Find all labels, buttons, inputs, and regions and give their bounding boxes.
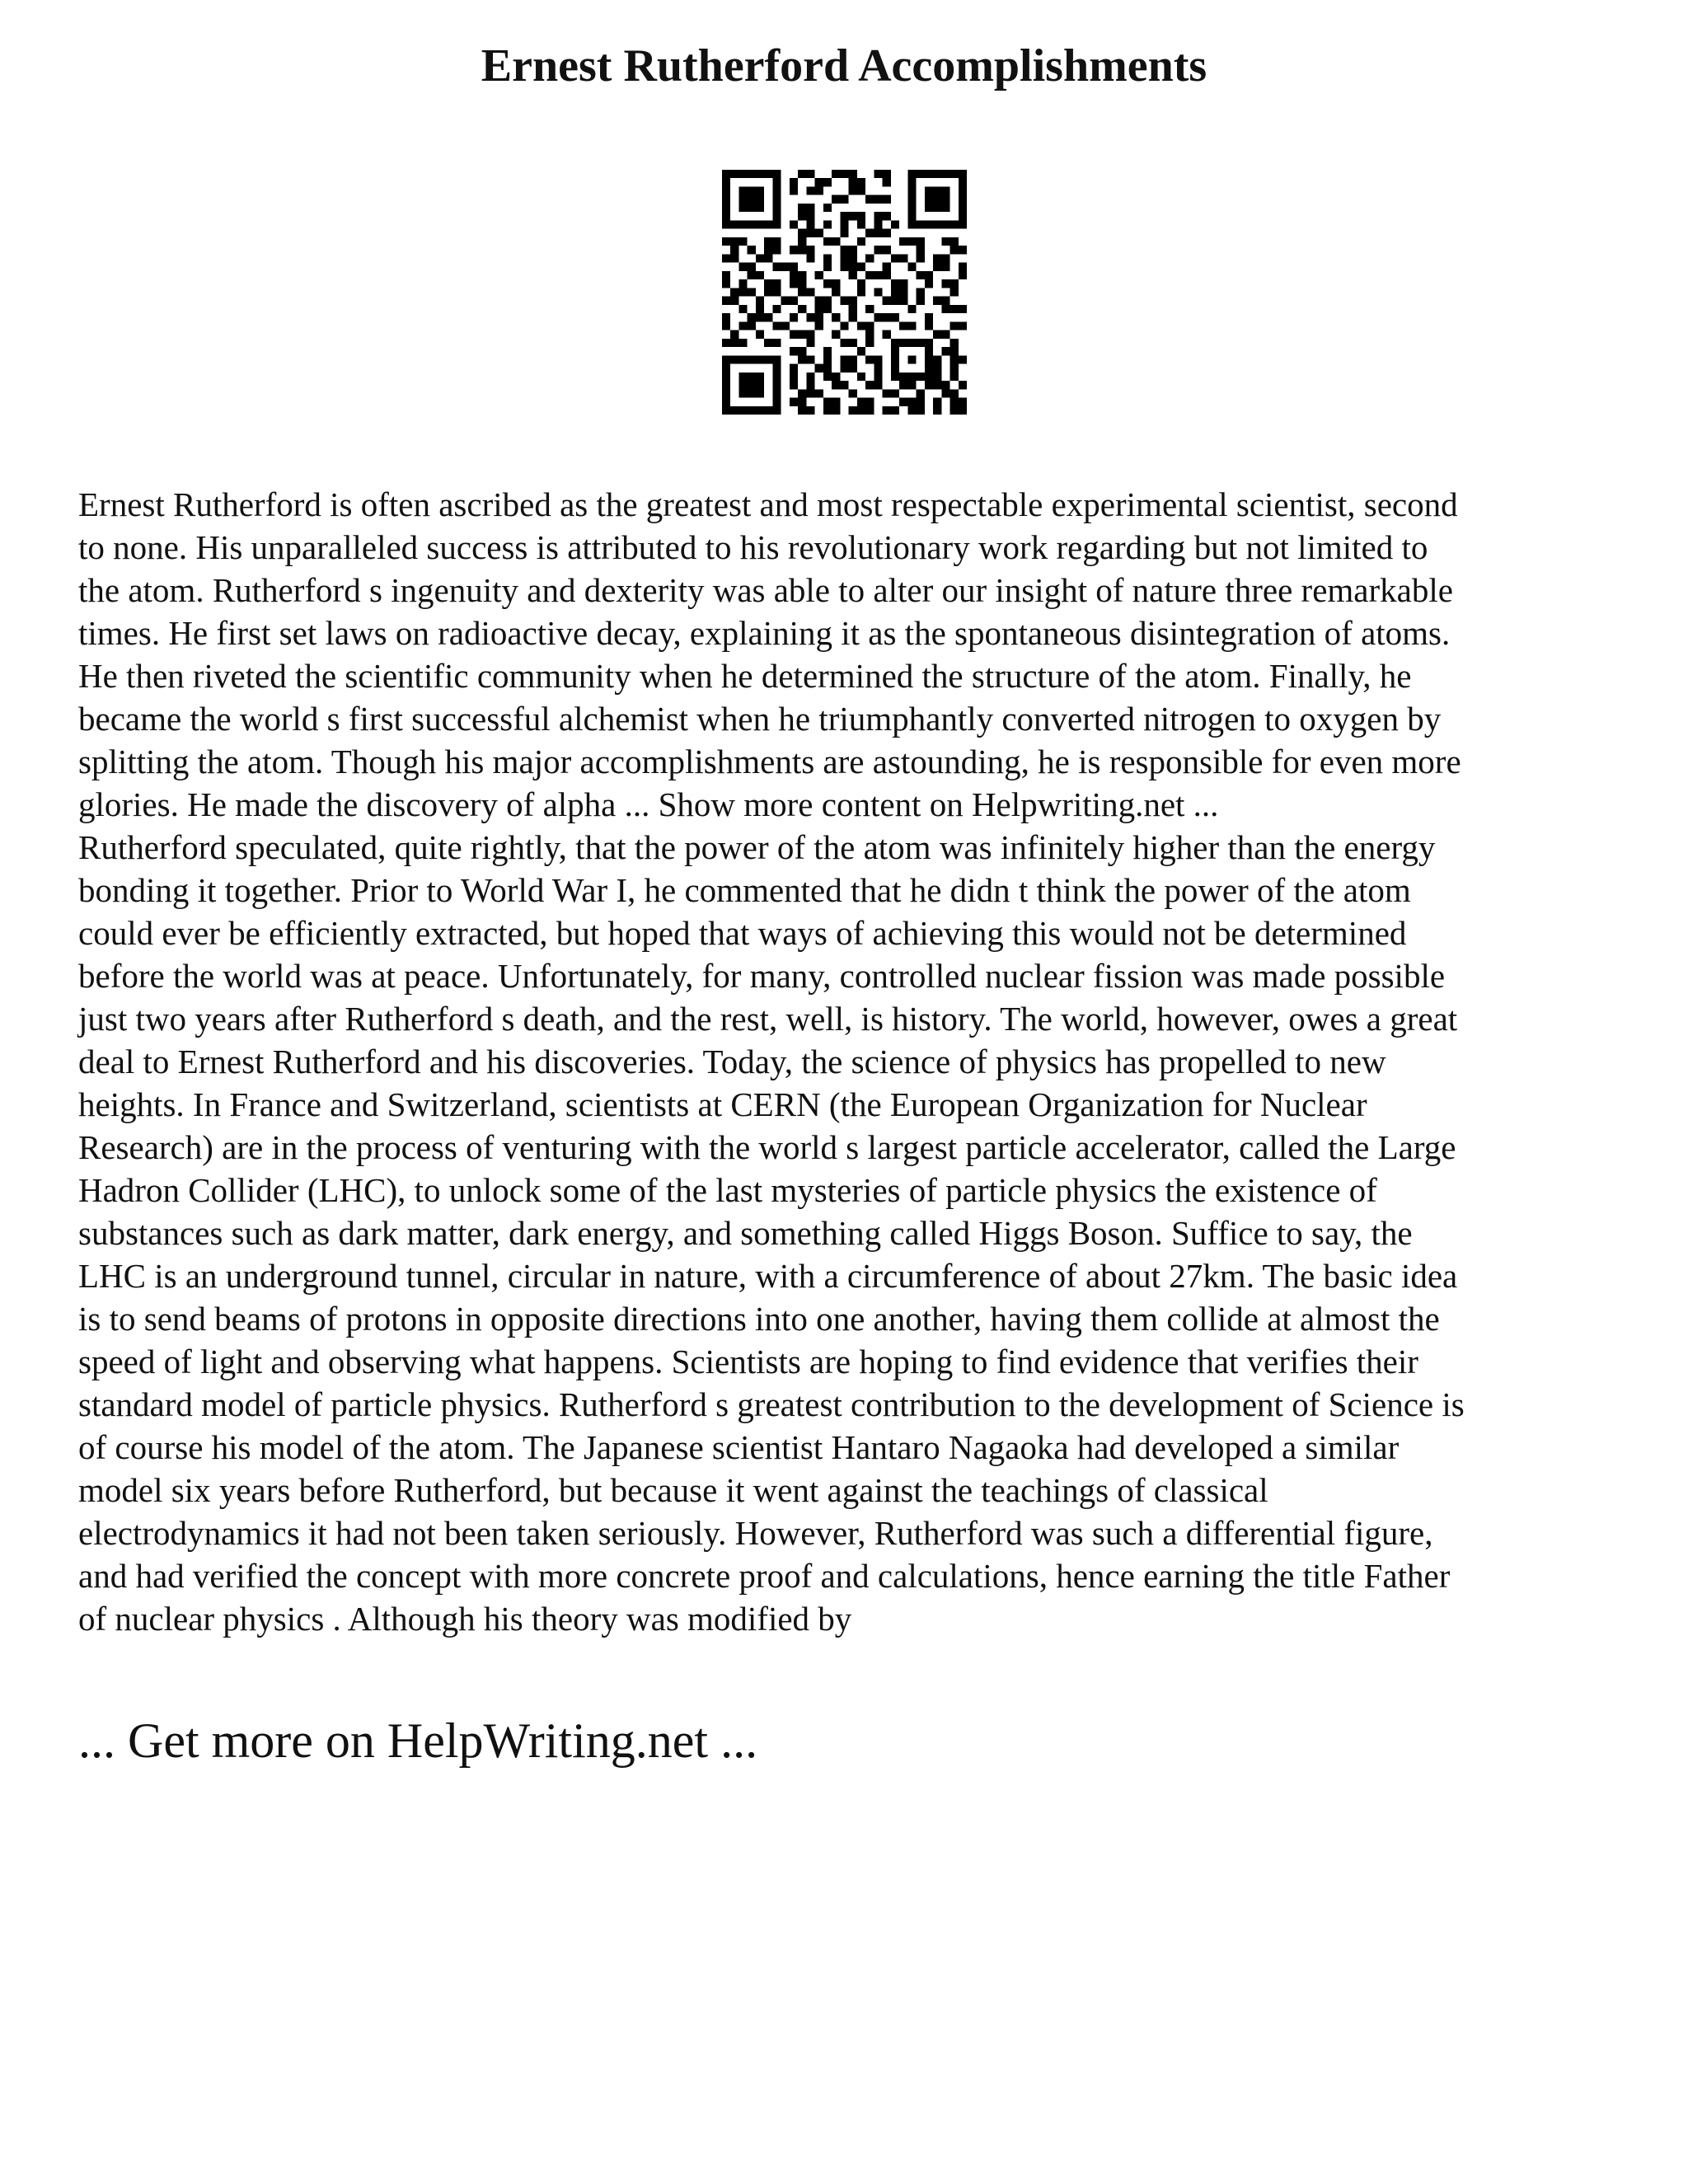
- body-line: just two years after Rutherford s death, and the rest, well, is history. The world, however, owes a great: [78, 1000, 1458, 1038]
- body-line: heights. In France and Switzerland, scientists at CERN (the European Organization for Nuclear: [78, 1085, 1367, 1123]
- body-line: electrodynamics it had not been taken seriously. However, Rutherford was such a differential figure,: [78, 1514, 1433, 1552]
- body-line: He then riveted the scientific community when he determined the structure of the atom. Finally, he: [78, 657, 1412, 695]
- page-title: Ernest Rutherford Accomplishments: [481, 40, 1207, 91]
- body-line: is to send beams of protons in opposite directions into one another, having them collide at almost the: [78, 1300, 1440, 1338]
- body-line: times. He first set laws on radioactive decay, explaining it as the spontaneous disintegration of atoms.: [78, 614, 1451, 652]
- body-line: and had verified the concept with more concrete proof and calculations, hence earning the title Father: [78, 1557, 1451, 1595]
- body-line: LHC is an underground tunnel, circular in nature, with a circumference of about 27km. The basic idea: [78, 1257, 1458, 1295]
- body-line: standard model of particle physics. Rutherford s greatest contribution to the development of Science is: [78, 1385, 1465, 1423]
- body-line: deal to Ernest Rutherford and his discoveries. Today, the science of physics has propelled to new: [78, 1043, 1386, 1080]
- body-line: Hadron Collider (LHC), to unlock some of the last mysteries of particle physics the existence of: [78, 1171, 1377, 1209]
- qr-code-icon: [722, 170, 967, 415]
- article-body: [78, 483, 1628, 1640]
- body-line: could ever be efficiently extracted, but hoped that ways of achieving this would not be determined: [78, 914, 1407, 952]
- body-line: speed of light and observing what happens. Scientists are hoping to find evidence that verifies their: [78, 1343, 1418, 1380]
- body-line: Rutherford speculated, quite rightly, that the power of the atom was infinitely higher than the energy: [78, 828, 1436, 866]
- body-line: Ernest Rutherford is often ascribed as the greatest and most respectable experimental scientist, second: [78, 485, 1458, 523]
- body-line: splitting the atom. Though his major accomplishments are astounding, he is responsible for even more: [78, 743, 1461, 780]
- body-line: substances such as dark matter, dark energy, and something called Higgs Boson. Suffice to say, the: [78, 1214, 1413, 1252]
- body-line: of nuclear physics . Although his theory was modified by: [78, 1600, 852, 1638]
- body-line: model six years before Rutherford, but because it went against the teachings of classical: [78, 1471, 1268, 1509]
- body-line: glories. He made the discovery of alpha ... Show more content on Helpwriting.net ...: [78, 785, 1219, 823]
- body-line: bonding it together. Prior to World War I, he commented that he didn t think the power of the atom: [78, 871, 1411, 909]
- body-line: to none. His unparalleled success is attributed to his revolutionary work regarding but not limited to: [78, 528, 1428, 566]
- body-line: the atom. Rutherford s ingenuity and dexterity was able to alter our insight of nature three remarkable: [78, 571, 1453, 609]
- body-line: became the world s first successful alchemist when he triumphantly converted nitrogen to oxygen by: [78, 700, 1442, 738]
- body-line: of course his model of the atom. The Japanese scientist Hantaro Nagaoka had developed a similar: [78, 1428, 1400, 1466]
- body-line: before the world was at peace. Unfortunately, for many, controlled nuclear fission was made possible: [78, 957, 1446, 995]
- body-line: Research) are in the process of venturing with the world s largest particle accelerator, called the Large: [78, 1128, 1456, 1166]
- get-more-link[interactable]: ... Get more on HelpWriting.net ...: [78, 1713, 758, 1768]
